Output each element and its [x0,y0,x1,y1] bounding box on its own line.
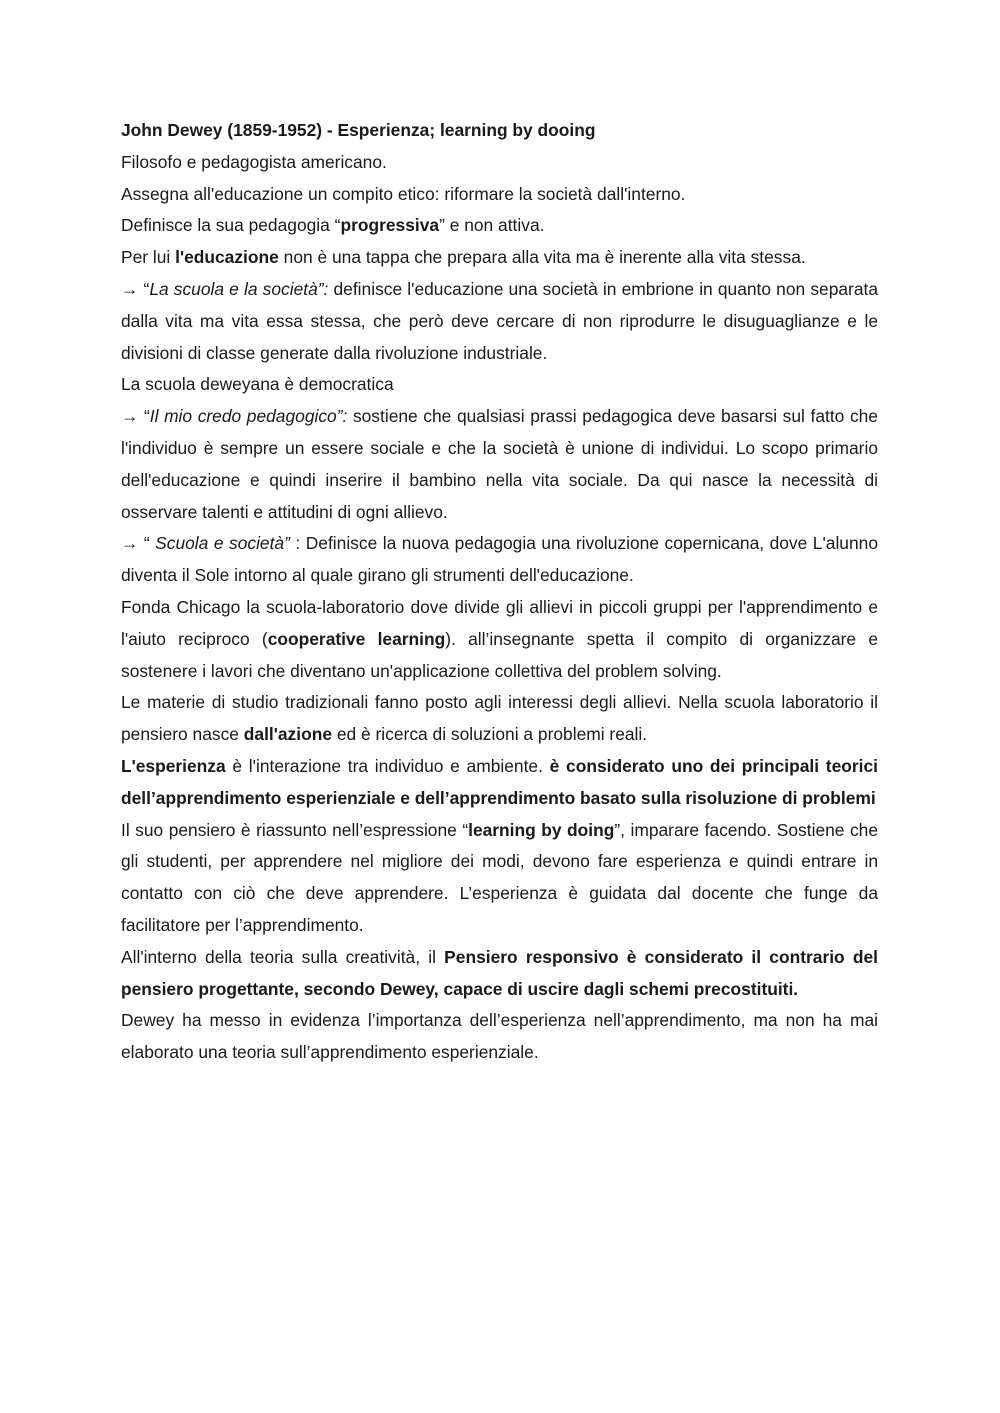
text-run: Definisce la sua pedagogia “ [121,215,341,236]
text-run: Il suo pensiero è riassunto nell’espressione “ [121,819,469,840]
text-line: Filosofo e pedagogista americano. [121,151,387,172]
document-page [121,115,878,1069]
paragraph [121,592,878,687]
text-run: ”, imparare facendo. Sostiene che gli studenti, per apprendere nel migliore dei modi, devono fare esperienza e quindi entrare in contatto con ciò che deve apprendere. L’esperienza è guidata dal docente che funge da facilitatore per l’apprendimento. [121,819,878,935]
paragraph [121,401,878,528]
paragraph [121,528,878,592]
arrow-quote: → “ [121,533,156,554]
bold-term: learning by doing [468,819,615,840]
text-run: definisce l'educazione una società in embrione in quanto non separata dalla vita ma vita essa stessa, che però deve cercare di non riprodurre le disuguaglianze e le divisioni di classe generate dalla rivoluzione industriale. [121,278,879,363]
text-run: ” e non attiva. [439,215,545,236]
text-run: All'interno della teoria sulla creatività, il [121,946,445,967]
work-title: Il mio credo pedagogico”: [149,406,348,427]
text-run: Per lui [121,247,176,268]
text-line: La scuola deweyana è democratica [121,374,394,395]
paragraph: Dewey ha messo in evidenza l’importanza dell’esperienza nell’apprendimento, ma non ha mai elaborato una teoria sull’apprendimento esperienziale. [121,1010,878,1063]
text-run: ed è ricerca di soluzioni a problemi reali. [332,724,648,745]
bold-term: L'esperienza [121,755,226,776]
paragraph [121,815,878,942]
bold-term: cooperative learning [267,628,446,649]
text-run: non è una tappa che prepara alla vita ma è inerente alla vita stessa. [278,247,806,268]
text-line: Assegna all'educazione un compito etico: riformare la società dall'interno. [121,183,686,204]
document-title: John Dewey (1859-1952) - Esperienza; learning by dooing [121,120,596,140]
text-run: Fonda Chicago la scuola-laboratorio dove divide gli allievi in piccoli gruppi per l'apprendimento e l'aiuto reciproco ( [121,596,878,649]
text-run: Le materie di studio tradizionali fanno posto agli interessi degli allievi. Nella scuola laboratorio il pensiero nasce [121,692,878,745]
bold-term: l'educazione [175,247,279,268]
bold-term: dall'azione [243,724,332,745]
text-run: ). all’insegnante spetta il compito di organizzare e sostenere i lavori che diventano un'applicazione collettiva del problem solving. [121,628,879,681]
paragraph [121,942,878,1006]
work-title: Scuola e società” [155,533,290,554]
text-run: è l'interazione tra individuo e ambiente. [225,755,550,776]
text-run: : Definisce la nuova pedagogia una rivoluzione copernicana, dove L'alunno diventa il Sole intorno al quale girano gli strumenti dell'educazione. [121,533,878,586]
paragraph [121,687,878,751]
paragraph [121,751,878,815]
text-line [121,242,878,274]
text-line [121,210,878,242]
text-run: sostiene che qualsiasi prassi pedagogica deve basarsi sul fatto che l'individuo è sempre un essere sociale e che la società è unione di individui. Lo scopo primario dell'educazione e quindi inserire il bambino nella vita sociale. Da qui nasce la necessità di osservare talenti e attitudini di ogni allievo. [121,406,878,522]
bold-sentence: Pensiero responsivo è considerato il contrario del pensiero progettante, secondo Dewey, capace di uscire dagli schemi precostituiti. [121,946,878,999]
work-title: La scuola e la società”: [149,278,329,299]
bold-sentence: è considerato uno dei principali teorici dell’apprendimento esperienziale e dell’apprendimento basato sulla risoluzione di problemi [121,755,878,808]
arrow-quote: → “ [121,406,150,427]
bold-term: progressiva [340,215,440,236]
paragraph [121,274,878,369]
arrow-quote: → “ [121,278,150,299]
